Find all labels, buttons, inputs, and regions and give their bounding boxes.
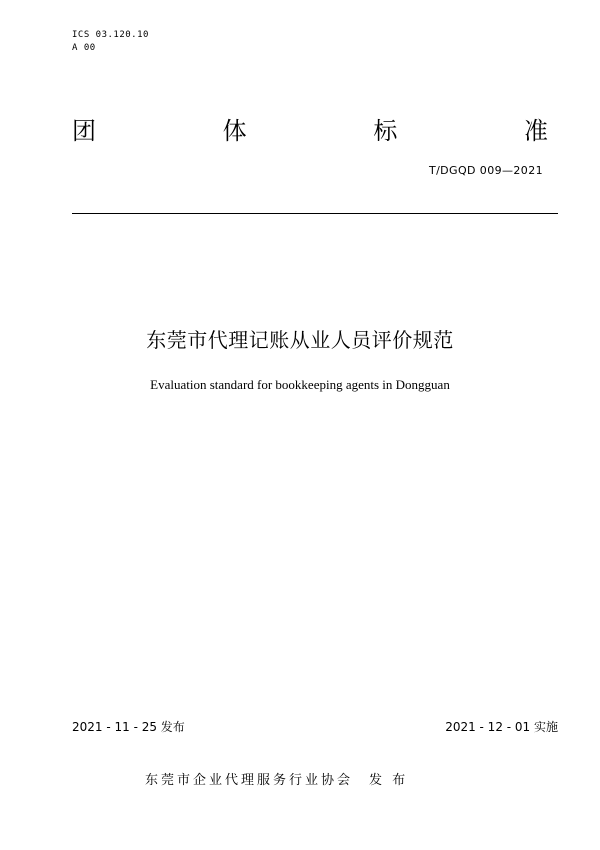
publisher-line bbox=[145, 772, 408, 790]
ics-code: ICS 03.120.10 bbox=[72, 30, 149, 40]
standard-type-char: 标 bbox=[373, 117, 398, 145]
standard-type-char: 准 bbox=[523, 117, 548, 145]
document-title-english: Evaluation standard for bookkeeping agents in Dongguan bbox=[150, 377, 450, 392]
standard-type-char: 体 bbox=[222, 117, 247, 145]
standard-type-heading bbox=[72, 116, 548, 146]
ccs-code: A 00 bbox=[72, 43, 96, 53]
issue-date: 2021 - 11 - 25 发布 bbox=[72, 720, 185, 734]
implementation-date: 2021 - 12 - 01 实施 bbox=[445, 720, 558, 734]
standard-type-char: 团 bbox=[72, 117, 96, 145]
publisher-organization: 东莞市企业代理服务行业协会 bbox=[145, 773, 354, 788]
classification-codes bbox=[72, 29, 149, 55]
document-title-chinese: 东莞市代理记账从业人员评价规范 bbox=[146, 328, 454, 352]
publisher-action: 发 布 bbox=[369, 773, 409, 788]
standard-number: T/DGQD 009—2021 bbox=[428, 164, 543, 177]
header-divider bbox=[72, 213, 558, 214]
